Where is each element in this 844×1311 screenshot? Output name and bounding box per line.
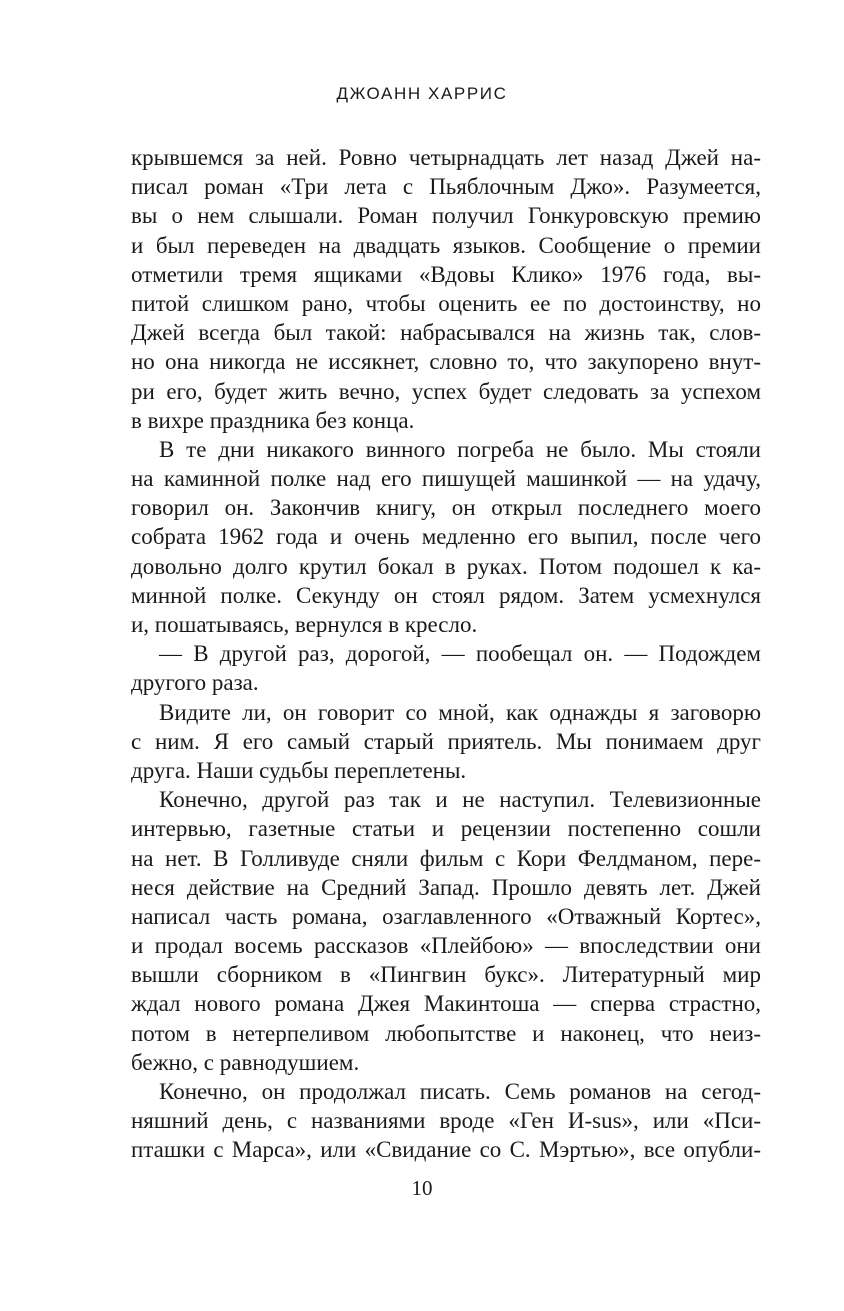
text-line: Видите ли, он говорит со мной, как однажды я заговорю bbox=[159, 699, 761, 725]
text-line: пташки с Марса», или «Свидание со С. Мэртью», все опубли- bbox=[131, 1137, 761, 1163]
text-line: Джей всегда был такой: набрасывался на жизнь так, слов- bbox=[131, 320, 761, 346]
text-line: Конечно, другой раз так и не наступил. Телевизионные bbox=[159, 787, 761, 813]
text-line: в вихре праздника без конца. bbox=[131, 407, 415, 433]
paragraph bbox=[131, 143, 761, 435]
text-line: ждал нового романа Джея Макинтоша — сперва страстно, bbox=[131, 991, 761, 1017]
text-line: ри его, будет жить вечно, успех будет следовать за успехом bbox=[131, 378, 761, 404]
text-line: собрата 1962 года и очень медленно его выпил, после чего bbox=[131, 524, 761, 550]
text-line: и, пошатываясь, вернулся в кресло. bbox=[131, 612, 478, 637]
paragraph bbox=[131, 435, 761, 639]
running-head: ДЖОАНН ХАРРИС bbox=[336, 84, 508, 103]
text-line: крывшемся за ней. Ровно четырнадцать лет назад Джей на- bbox=[131, 145, 761, 170]
text-line: няшний день, с названиями вроде «Ген И-sus», или «Пси- bbox=[131, 1108, 761, 1134]
text-line: питой слишком рано, чтобы оценить ее по достоинству, но bbox=[131, 290, 761, 316]
text-line: потом в нетерпеливом любопытстве и наконец, что неиз- bbox=[131, 1020, 761, 1046]
text-line: неся действие на Средний Запад. Прошло девять лет. Джей bbox=[131, 874, 761, 900]
text-line: Конечно, он продолжал писать. Семь романов на сегод- bbox=[159, 1079, 761, 1104]
body-text bbox=[131, 143, 761, 1165]
text-line: довольно долго крутил бокал в руках. Потом подошел к ка- bbox=[131, 553, 761, 579]
page-number: 10 bbox=[411, 1176, 433, 1200]
text-line: писал роман «Три лета с Пьяблочным Джо». Разумеется, bbox=[131, 174, 761, 200]
text-line: с ним. Я его самый старый приятель. Мы понимаем друг bbox=[131, 728, 761, 754]
text-line: на нет. В Голливуде сняли фильм с Кори Фелдманом, пере- bbox=[131, 845, 761, 871]
text-line: бежно, с равнодушием. bbox=[131, 1049, 360, 1075]
paragraph bbox=[131, 1077, 761, 1165]
text-line: интервью, газетные статьи и рецензии постепенно сошли bbox=[131, 816, 761, 842]
paragraph bbox=[131, 785, 761, 1077]
text-line: вышли сборником в «Пингвин букс». Литературный мир bbox=[131, 962, 761, 988]
text-line: на каминной полке над его пишущей машинкой — на удачу, bbox=[131, 466, 761, 492]
text-line: отметили тремя ящиками «Вдовы Клико» 1976 года, вы- bbox=[131, 261, 761, 287]
text-line: и продал восемь рассказов «Плейбою» — впоследствии они bbox=[131, 933, 761, 959]
text-line: минной полке. Секунду он стоял рядом. Затем усмехнулся bbox=[131, 582, 761, 608]
text-line: другого раза. bbox=[131, 670, 259, 696]
text-line: но она никогда не иссякнет, словно то, что закупорено внут- bbox=[131, 349, 761, 375]
paragraph bbox=[131, 698, 761, 786]
text-line: говорил он. Закончив книгу, он открыл последнего моего bbox=[131, 495, 761, 521]
paragraph bbox=[131, 639, 761, 697]
text-line: друга. Наши судьбы переплетены. bbox=[131, 757, 467, 783]
text-line: вы о нем слышали. Роман получил Гонкуровскую премию bbox=[131, 203, 761, 229]
text-line: — В другой раз, дорогой, — пообещал он. — Подождем bbox=[159, 641, 761, 667]
text-line: В те дни никакого винного погреба не было. Мы стояли bbox=[159, 436, 761, 462]
text-line: и был переведен на двадцать языков. Сообщение о премии bbox=[131, 232, 761, 258]
text-line: написал часть романа, озаглавленного «Отважный Кортес», bbox=[131, 903, 761, 929]
